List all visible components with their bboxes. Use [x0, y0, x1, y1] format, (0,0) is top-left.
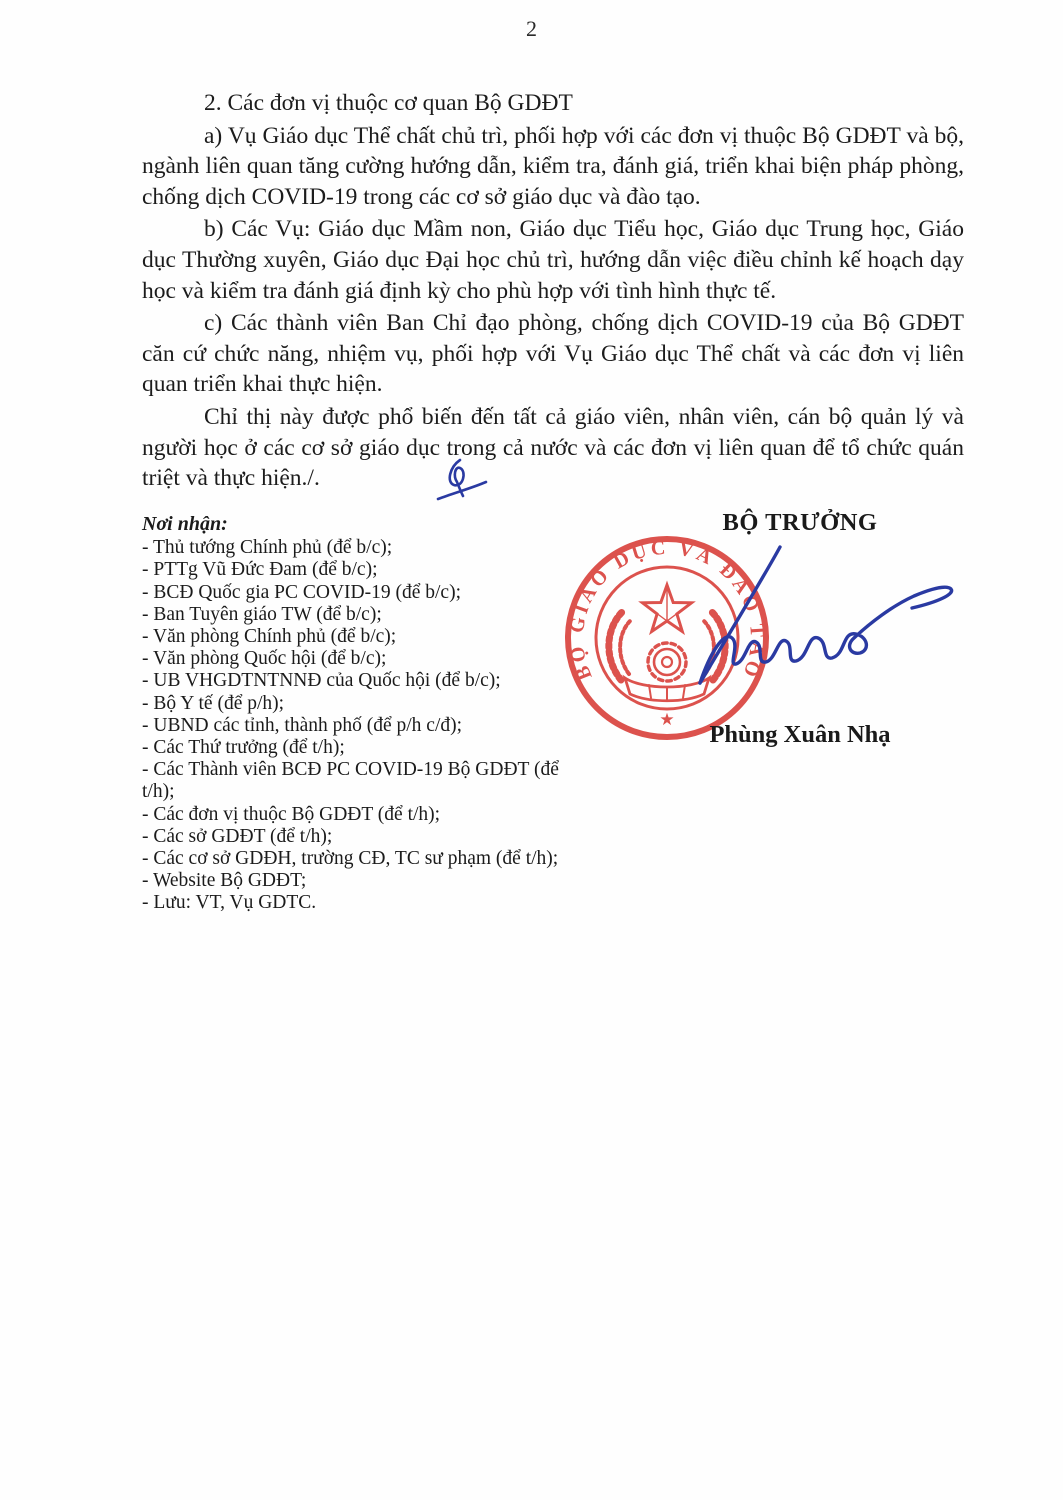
- recipient-item: - PTTg Vũ Đức Đam (để b/c);: [142, 559, 378, 581]
- recipient-item: - Các đơn vị thuộc Bộ GDĐT (để t/h);: [142, 803, 441, 825]
- recipient-item: - Văn phòng Quốc hội (để b/c);: [142, 648, 387, 670]
- recipients-block: [142, 513, 594, 915]
- recipient-item: - Các sở GDĐT (để t/h);: [142, 825, 333, 847]
- recipient-item: - Thủ tướng Chính phủ (để b/c);: [142, 537, 393, 559]
- recipient-item: - Các Thứ trưởng (để t/h);: [142, 737, 345, 759]
- recipient-item: - BCĐ Quốc gia PC COVID-19 (để b/c);: [142, 581, 461, 603]
- recipient-item: - Các Thành viên BCĐ PC COVID-19 Bộ GDĐT (để t/h);: [142, 759, 559, 803]
- paragraph-a: a) Vụ Giáo dục Thể chất chủ trì, phối hợp với các đơn vị thuộc Bộ GDĐT và bộ, ngành liên quan tăng cường hướng dẫn, kiểm tra, đánh giá, triển khai biện pháp phòng, chống dịch COVID-19 trong các cơ sở giáo dục và đào tạo.: [142, 122, 964, 210]
- initial-mark: [430, 455, 494, 505]
- page-number: 2: [526, 16, 537, 41]
- recipient-item: - Website Bộ GDĐT;: [142, 870, 307, 892]
- recipient-item: - UBND các tỉnh, thành phố (để p/h c/đ);: [142, 714, 463, 736]
- seal-ring-text: BỘ GIÁO DỤC VÀ ĐÀO TẠO: [565, 536, 769, 684]
- recipient-item: - Các cơ sở GDĐH, trường CĐ, TC sư phạm (để t/h);: [142, 848, 559, 870]
- minister-signature: [630, 535, 960, 735]
- seal-bottom-star-icon: ★: [659, 710, 675, 729]
- paragraph-closing: Chỉ thị này được phổ biến đến tất cả giáo viên, nhân viên, cán bộ quản lý và người học ở các cơ sở giáo dục trong cả nước và các đơn vị liên quan để tổ chức quán triệt và thực hiện./.: [142, 403, 964, 492]
- section-heading: 2. Các đơn vị thuộc cơ quan Bộ GDĐT: [204, 90, 573, 116]
- document-body: [142, 88, 964, 496]
- recipient-item: - UB VHGDTNTNNĐ của Quốc hội (để b/c);: [142, 670, 501, 692]
- minister-name: Phùng Xuân Nhạ: [709, 721, 891, 748]
- recipient-item: - Ban Tuyên giáo TW (để b/c);: [142, 603, 382, 625]
- recipient-item: - Văn phòng Chính phủ (để b/c);: [142, 626, 397, 648]
- paragraph-c: c) Các thành viên Ban Chỉ đạo phòng, chống dịch COVID-19 của Bộ GDĐT căn cứ chức năng, nhiệm vụ, phối hợp với Vụ Giáo dục Thể chất và các đơn vị liên quan triển khai thực hiện.: [142, 310, 964, 398]
- minister-title: BỘ TRƯỞNG: [722, 509, 878, 536]
- paragraph-b: b) Các Vụ: Giáo dục Mầm non, Giáo dục Tiểu học, Giáo dục Trung học, Giáo dục Thường xuyên, Giáo dục Đại học chủ trì, hướng dẫn việc điều chỉnh kế hoạch dạy học và kiểm tra đánh giá định kỳ cho phù hợp với tình hình thực tế.: [142, 216, 964, 304]
- recipients-heading: Nơi nhận:: [142, 513, 228, 535]
- recipient-item: - Bộ Y tế (để p/h);: [142, 692, 285, 714]
- recipient-item: - Lưu: VT, Vụ GDTC.: [142, 892, 317, 914]
